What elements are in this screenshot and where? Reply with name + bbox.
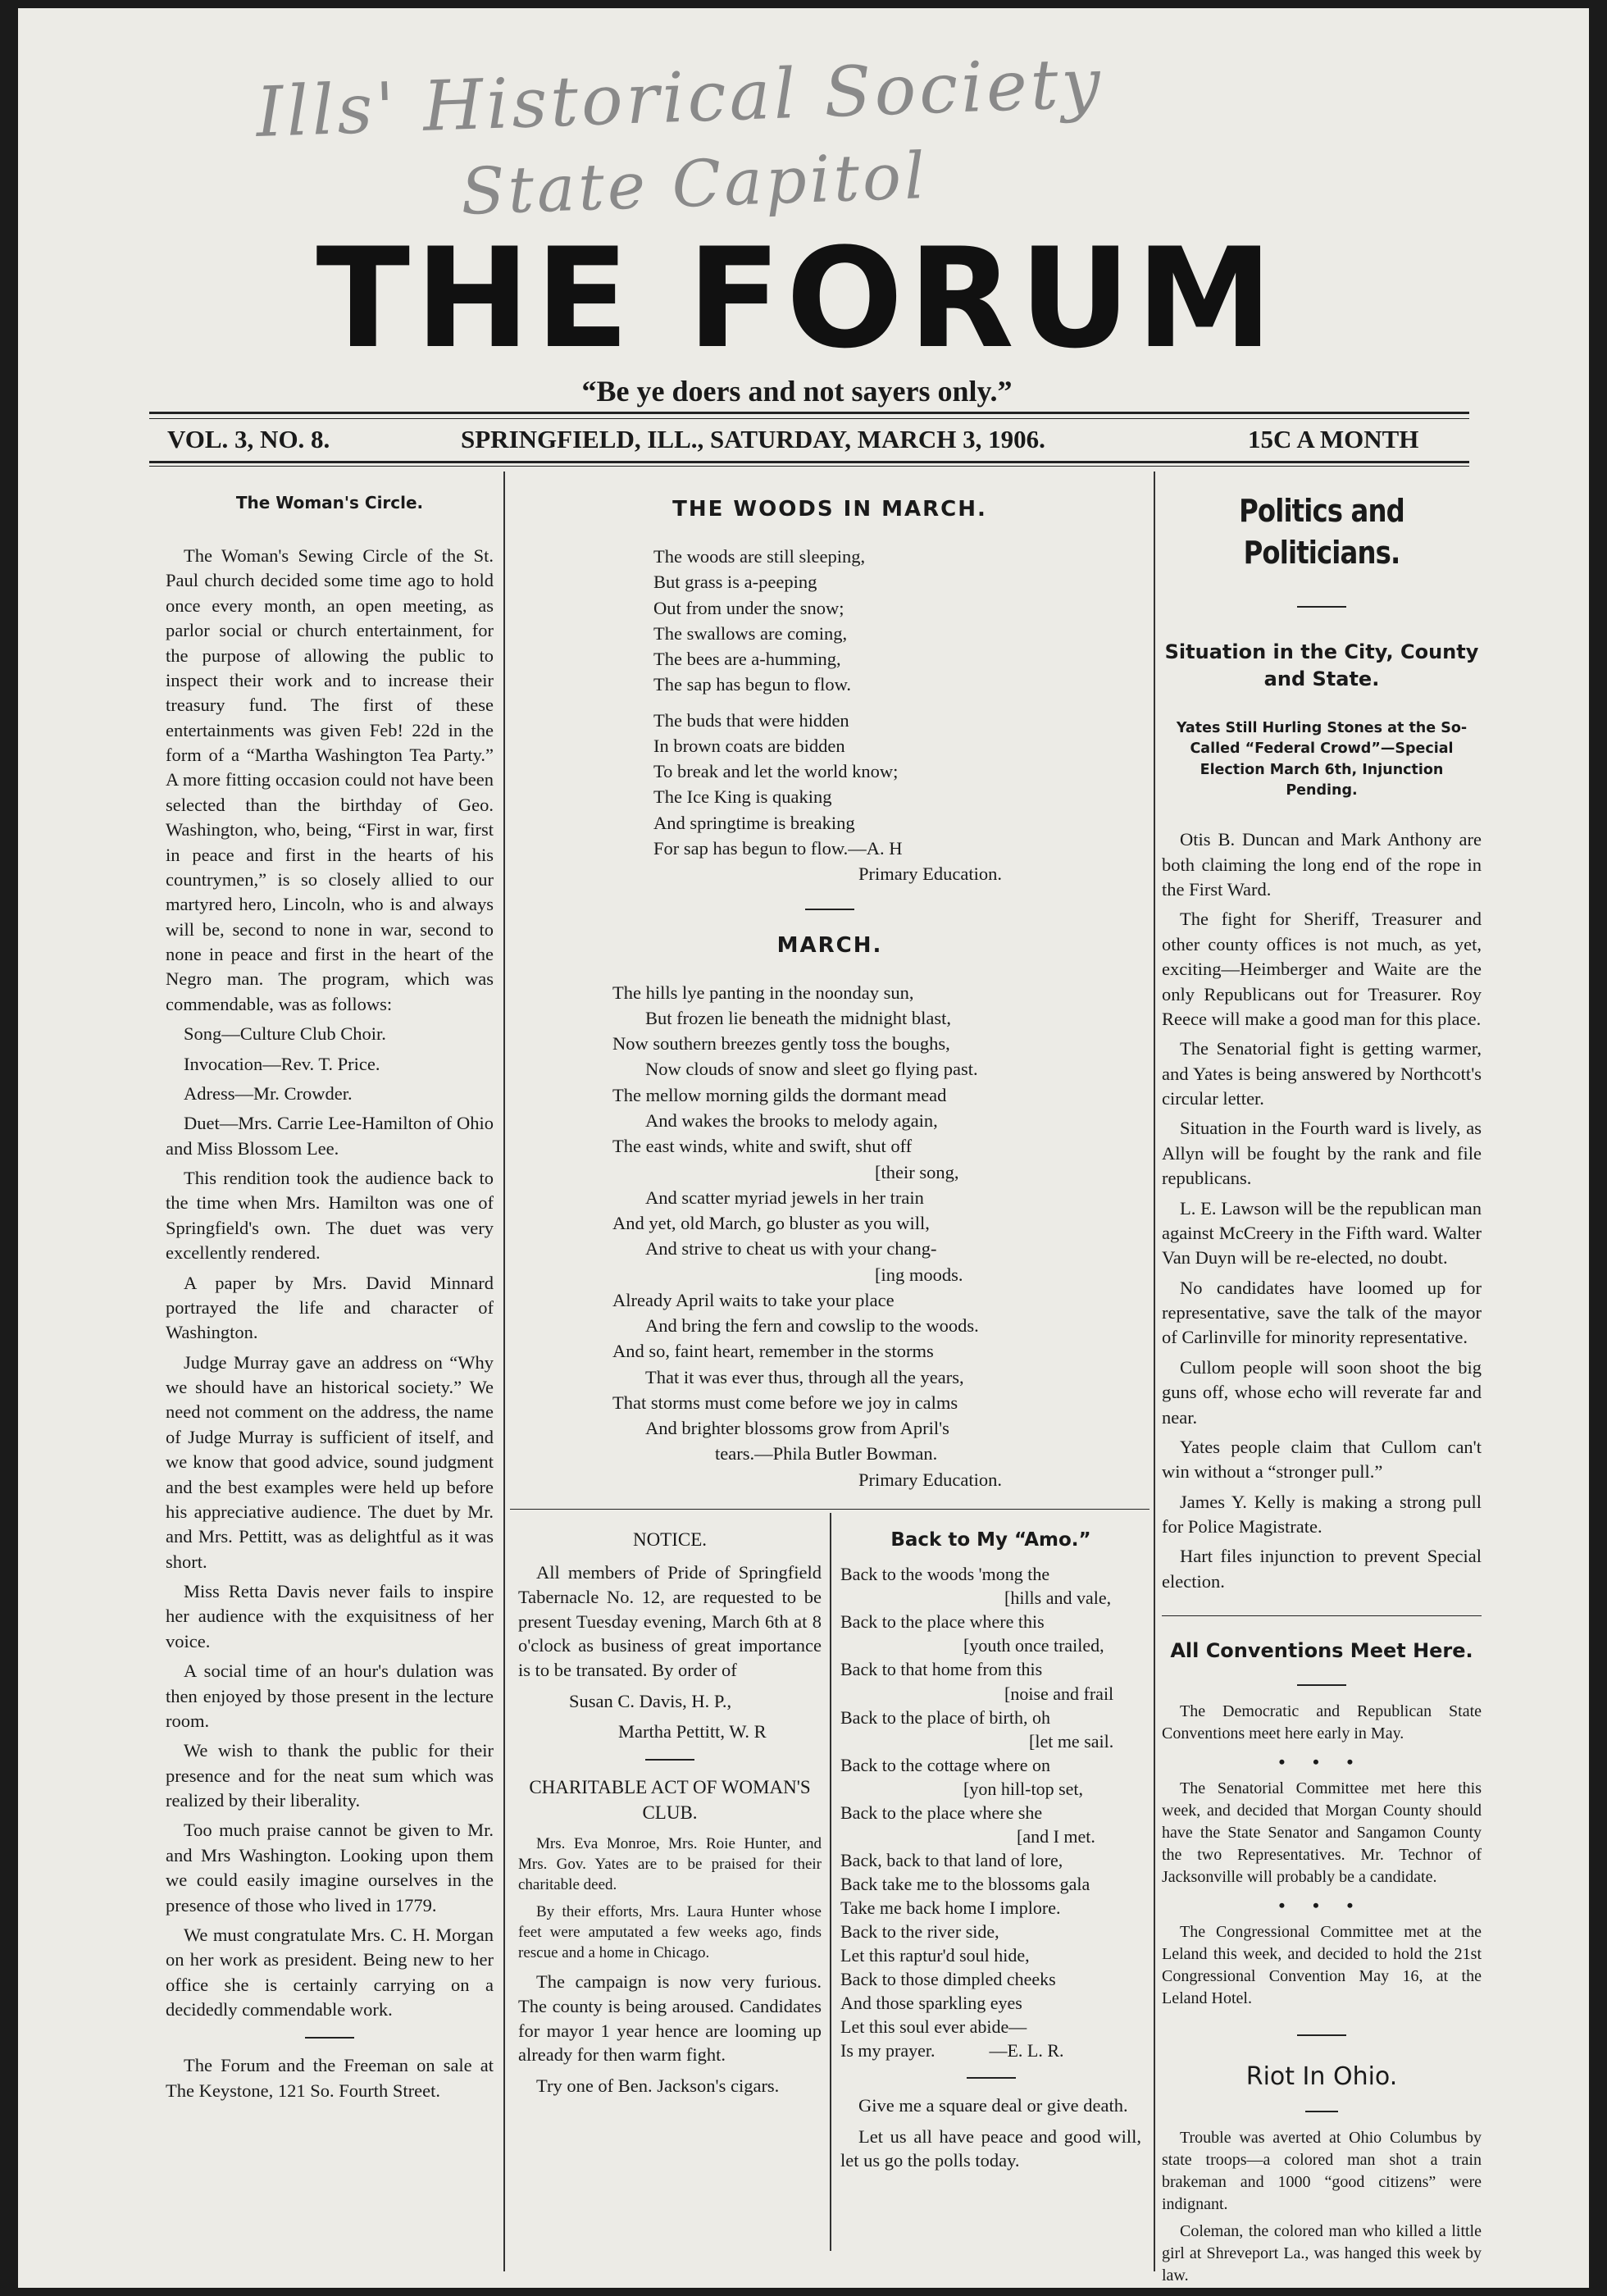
masthead-rule-top-thin: [149, 418, 1469, 419]
politics-heading: Politics and Politicians.: [1239, 493, 1404, 572]
poem-line: [their song,: [875, 1161, 959, 1182]
conventions-paragraph: The Senatorial Committee met here this week, and decided that Morgan County should have the State Senator and Sangamon County the two Representatives. Mr. Technor of Jacksonville will probably be a candidate.: [1162, 1779, 1482, 1886]
poem-line: Back to that home from this: [840, 1659, 1043, 1680]
subcolumn-divider: [830, 1513, 831, 2251]
poem-line: And bring the fern and cowslip to the woods.: [645, 1315, 979, 1337]
jackson-cigars: Try one of Ben. Jackson's cigars.: [536, 2075, 780, 2097]
politics-paragraph: James Y. Kelly is making a strong pull for Police Magistrate.: [1162, 1491, 1482, 1538]
riot-heading: Riot In Ohio.: [1245, 2062, 1398, 2092]
poem-line: [yon hill-top set,: [963, 1778, 1084, 1799]
notice-title: NOTICE.: [632, 1529, 708, 1550]
place-date-line: SPRINGFIELD, ILL., SATURDAY, MARCH 3, 1906.: [461, 425, 1045, 453]
column-poems: [518, 484, 1141, 1492]
poem-line: And strive to cheat us with your chang-: [645, 1238, 937, 1260]
section-divider: [1297, 1684, 1346, 1686]
poem-line: Is my prayer. —E. L. R.: [840, 2039, 1064, 2061]
volume-number: VOL. 3, NO. 8.: [167, 425, 330, 453]
poem-line: Back to the place where she: [840, 1802, 1043, 1823]
charitable-paragraph: Mrs. Eva Monroe, Mrs. Roie Hunter, and Mrs. Gov. Yates are to be praised for their charitable deed.: [518, 1834, 822, 1894]
riot-paragraph: Trouble was averted at Ohio Columbus by state troops—a colored man shot a train brakeman and 1000 “good citizens” were indignant.: [1162, 2128, 1482, 2213]
article-paragraph: Miss Retta Davis never fails to inspire her audience with the exquisitness of her voice.: [166, 1581, 494, 1651]
program-item: Duet—Mrs. Carrie Lee-Hamilton of Ohio and Miss Blossom Lee.: [166, 1113, 494, 1159]
section-divider: [1305, 2111, 1338, 2112]
poem-line: But frozen lie beneath the midnight blast,: [645, 1007, 952, 1028]
poem-line: [youth once trailed,: [963, 1635, 1104, 1656]
article-paragraph: Too much praise cannot be given to Mr. and Mrs Washington. Looking upon them we could easily imagine ourselves in the presence of those who lived in 1779.: [166, 1820, 494, 1916]
poem-line: The woods are still sleeping,: [653, 546, 866, 567]
poem-line: And yet, old March, go bluster as you will,: [612, 1213, 930, 1234]
ornament-dots: • • •: [1278, 1894, 1365, 1916]
poem-line: [hills and vale,: [1004, 1588, 1112, 1609]
politics-paragraph: Hart files injunction to prevent Special election.: [1162, 1546, 1482, 1592]
poem-line: Back to the place of birth, oh: [840, 1706, 1050, 1728]
poem-line: The bees are a-humming,: [653, 649, 841, 670]
back-to-my-amo-column: [840, 1521, 1141, 2180]
poem-line: Now clouds of snow and sleet go flying past.: [645, 1059, 978, 1080]
poem-line: And wakes the brooks to melody again,: [645, 1109, 938, 1131]
campaign-paragraph: The campaign is now very furious. The county is being aroused. Candidates for mayor 1 year hence are looming up already for then warm fight.: [518, 1971, 822, 2066]
poem-line: Take me back home I implore.: [840, 1897, 1061, 1918]
poem-woods-title: THE WOODS IN MARCH.: [672, 497, 987, 522]
poem-march-title: MARCH.: [776, 932, 883, 958]
peace-good-will: Let us all have peace and good will, let us go the polls today.: [840, 2125, 1141, 2171]
politics-paragraph: The fight for Sheriff, Treasurer and other county offices is not much, as yet, exciting—Heimberger and Waite are the only Republicans out for Treasurer. Roy Reece will make a good man for this place.: [1162, 909, 1482, 1029]
poem-woods-in-march: [653, 544, 1141, 886]
notice-body: All members of Pride of Springfield Tabernacle No. 12, are requested to be present Tuesday evening, March 6th at 8 o'clock as business of great importance is to be transated. By order of: [518, 1562, 822, 1681]
article-paragraph: The Woman's Sewing Circle of the St. Paul church decided some time ago to hold once every month, an open meeting, as parlor social or church entertainment, for the purpose of allowing the public to inspect their work and to increase their treasury fund. The first of these entertainments was given Feb! 22d in the form of a “Martha Washington Tea Party.” A more fitting occasion could not have been selected than the birthday of Geo. Washington, who, being, “First in war, first in peace and first in the hearts of his countrymen,” is so closely allied to our martyred hero, Lincoln, who is and always will be, second to none in war, second to none in peace and first in the heart of the Negro man. The program, which was commendable, was as follows:: [166, 545, 494, 1014]
section-divider: [1297, 2034, 1346, 2036]
conventions-paragraph: The Congressional Committee met at the Leland this week, and decided to hold the 21st Congressional Convention May 16, at the Leland Hotel.: [1162, 1923, 1482, 2008]
poem-line: That storms must come before we joy in calms: [612, 1392, 958, 1413]
poem-line: The sap has begun to flow.: [653, 674, 851, 695]
poem-line: Back to the cottage where on: [840, 1754, 1050, 1775]
poem-line: The swallows are coming,: [653, 622, 848, 644]
program-item: Invocation—Rev. T. Price.: [184, 1053, 380, 1074]
womans-circle-heading: The Woman's Circle.: [235, 493, 424, 512]
politics-paragraph: No candidates have loomed up for representative, save the talk of the mayor of Carlinville for minority representative.: [1162, 1277, 1482, 1348]
article-paragraph: We wish to thank the public for their presence and for the neat sum which was realized by their liberality.: [166, 1740, 494, 1811]
notice-column: [518, 1521, 822, 2105]
poem-line: Back take me to the blossoms gala: [840, 1873, 1090, 1894]
poem-line: Back to those dimpled cheeks: [840, 1968, 1056, 1989]
program-item: Adress—Mr. Crowder.: [184, 1082, 353, 1104]
charitable-act-title: CHARITABLE ACT OF WOMAN'S CLUB.: [529, 1777, 811, 1823]
politics-paragraph: L. E. Lawson will be the republican man against McCreery in the Fifth ward. Walter Van Duyn will be re-elected, no doubt.: [1162, 1197, 1482, 1269]
article-paragraph: A paper by Mrs. David Minnard portrayed the life and character of Washington.: [166, 1272, 494, 1343]
poem-line: Already April waits to take your place: [612, 1289, 895, 1310]
riot-paragraph: Coleman, the colored man who killed a little girl at Shreveport La., was hanged this week by law.: [1162, 2221, 1482, 2285]
column-politics: [1162, 484, 1482, 2288]
poem-line: In brown coats are bidden: [653, 735, 845, 756]
poem-line: Let this raptur'd soul hide,: [840, 1944, 1030, 1966]
poem-line: Out from under the snow;: [653, 597, 844, 618]
article-paragraph: This rendition took the audience back to the time when Mrs. Hamilton was one of Springfield's own. The duet was very excellently rendered.: [166, 1168, 494, 1264]
politics-subheading: Situation in the City, County and State.: [1164, 640, 1479, 691]
poem-line: And springtime is breaking: [653, 812, 855, 833]
poem-line: The hills lye panting in the noonday sun,: [612, 982, 914, 1003]
poem-march: [612, 980, 1141, 1492]
handwritten-annotation-line2: State Capitol: [459, 139, 930, 230]
poem-credit: Primary Education.: [858, 863, 1002, 885]
poem-line: The buds that were hidden: [653, 709, 849, 731]
conventions-paragraph: The Democratic and Republican State Conventions meet here early in May.: [1162, 1702, 1482, 1742]
handwritten-annotation-line1: Ills' Historical Society: [254, 42, 1105, 153]
notice-signature: Susan C. Davis, H. P.,: [569, 1690, 732, 1711]
square-deal: Give me a square deal or give death.: [858, 2095, 1128, 2116]
poem-line: The east winds, white and swift, shut off: [612, 1136, 913, 1157]
poem-line: The Ice King is quaking: [653, 786, 832, 808]
section-divider: [805, 909, 854, 910]
poem-line: [noise and frail: [1004, 1683, 1114, 1704]
section-divider: [645, 1759, 694, 1761]
section-divider: [1297, 606, 1346, 608]
poem-line: tears.—Phila Butler Bowman.: [715, 1443, 938, 1465]
poem-credit: Primary Education.: [858, 1469, 1002, 1490]
politics-deck: Yates Still Hurling Stones at the So-Called “Federal Crowd”—Special Election March 6th, Injunction Pending.: [1176, 719, 1468, 799]
charitable-paragraph: By their efforts, Mrs. Laura Hunter whose feet were amputated a few weeks ago, finds rescue and a home in Chicago.: [518, 1903, 822, 1962]
poem-line: Now southern breezes gently toss the boughs,: [612, 1033, 950, 1055]
column-womans-circle: [166, 484, 494, 2108]
poem-line: And those sparkling eyes: [840, 1992, 1022, 2013]
masthead-title: THE FORUM: [316, 218, 1278, 379]
poem-line: But grass is a-peeping: [653, 572, 817, 593]
poem-line: To break and let the world know;: [653, 761, 899, 782]
poem-line: And so, faint heart, remember in the storms: [612, 1341, 934, 1362]
article-paragraph: A social time of an hour's dulation was then enjoyed by those present in the lecture room.: [166, 1660, 494, 1731]
newspaper-page: [18, 8, 1589, 2288]
politics-paragraph: Situation in the Fourth ward is lively, as Allyn will be fought by the rank and file republicans.: [1162, 1118, 1482, 1189]
notice-signature: Martha Pettitt, W. R: [618, 1721, 767, 1742]
section-divider: [967, 2077, 1016, 2079]
section-divider: [305, 2037, 354, 2039]
poem-line: [and I met.: [1017, 1825, 1095, 1847]
poem-line: Back to the place where this: [840, 1611, 1045, 1633]
politics-paragraph: The Senatorial fight is getting warmer, and Yates is being answered by Northcott's circular letter.: [1162, 1038, 1482, 1109]
amo-title: Back to My “Amo.”: [890, 1529, 1091, 1551]
poem-line: Let this soul ever abide—: [840, 2016, 1027, 2037]
conventions-heading: All Conventions Meet Here.: [1170, 1639, 1473, 1663]
poem-line: Back to the river side,: [840, 1920, 999, 1942]
ornament-dots: • • •: [1278, 1751, 1365, 1772]
poem-line: That it was ever thus, through all the years,: [645, 1366, 964, 1387]
amo-poem: [840, 1562, 1141, 2062]
politics-paragraph: Otis B. Duncan and Mark Anthony are both claiming the long end of the rope in the First Ward.: [1162, 829, 1482, 900]
poem-line: The mellow morning gilds the dormant mead: [612, 1084, 947, 1105]
poem-line: Back, back to that land of lore,: [840, 1849, 1063, 1870]
masthead-rule-top: [149, 412, 1469, 414]
subscription-price: 15C A MONTH: [1248, 425, 1419, 453]
infobar-rule-thin: [149, 466, 1469, 467]
program-item: Song—Culture Club Choir.: [184, 1023, 386, 1045]
column-divider-1: [503, 472, 505, 2271]
masthead-motto: “Be ye doers and not sayers only.”: [581, 375, 1013, 408]
poem-line: For sap has begun to flow.—A. H: [653, 838, 903, 859]
subsection-rule: [510, 1509, 1149, 1510]
article-paragraph: We must congratulate Mrs. C. H. Morgan on her work as president. Being new to her office she is certainly carrying on a decidedly commendable work.: [166, 1924, 494, 2020]
article-paragraph: Judge Murray gave an address on “Why we should have an historical society.” We need not comment on the address, the name of Judge Murray is sufficient of itself, and we know that good advice, sound judgment and the best examples were held up before his appreciative audience. The duet by Mr. and Mrs. Pettitt, was as delightful as it was short.: [166, 1351, 494, 1572]
infobar-rule: [149, 461, 1469, 463]
sale-notice: The Forum and the Freeman on sale at The Keystone, 121 So. Fourth Street.: [166, 2055, 494, 2101]
poem-line: Back to the woods 'mong the: [840, 1564, 1050, 1585]
politics-paragraph: Cullom people will soon shoot the big guns off, whose echo will reverate far and near.: [1162, 1356, 1482, 1428]
poem-line: [let me sail.: [1029, 1730, 1114, 1752]
poem-line: And brighter blossoms grow from April's: [645, 1418, 949, 1439]
politics-paragraph: Yates people claim that Cullom can't win without a “stronger pull.”: [1162, 1436, 1482, 1483]
poem-line: And scatter myriad jewels in her train: [645, 1187, 924, 1208]
column-divider-2: [1154, 472, 1155, 2271]
poem-line: [ing moods.: [875, 1264, 963, 1285]
section-rule: [1162, 1615, 1482, 1616]
